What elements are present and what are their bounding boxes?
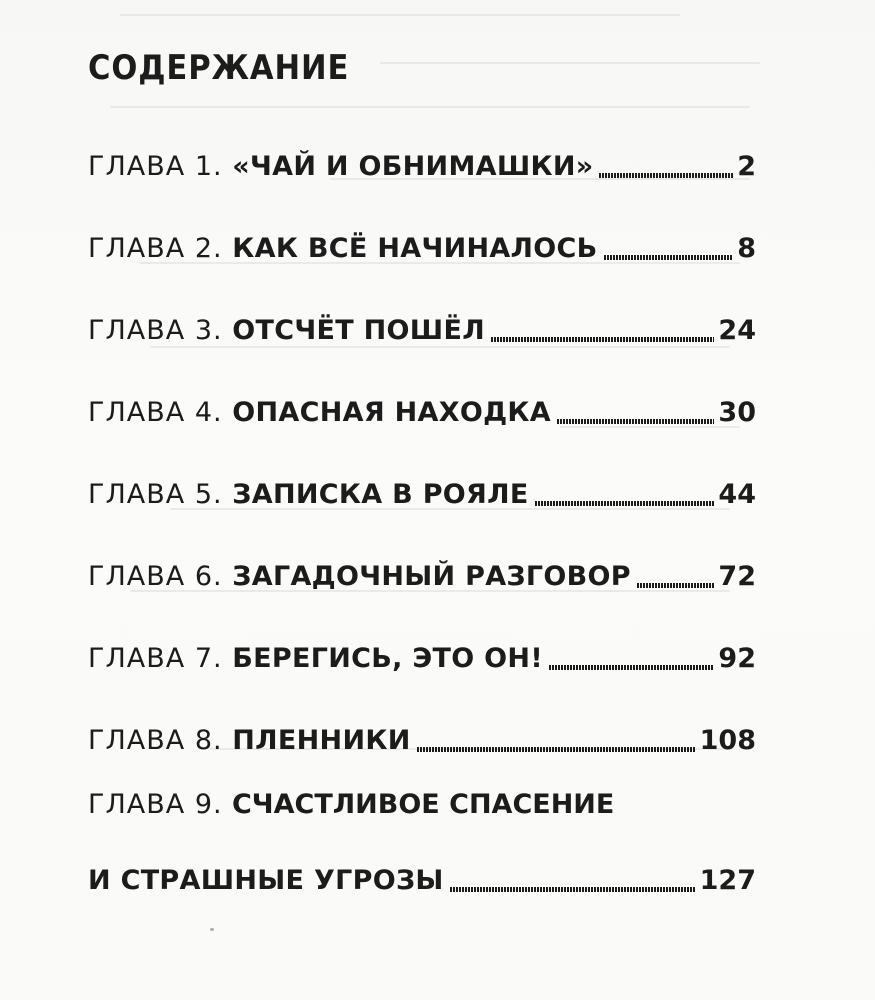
page-number: 127	[699, 865, 756, 896]
page-number: 72	[718, 561, 756, 592]
chapter-number: ГЛАВА 5.	[88, 479, 223, 510]
chapter-title: ОПАСНАЯ НАХОДКА	[232, 397, 551, 428]
chapter-number: ГЛАВА 2.	[88, 233, 223, 264]
dot-leader	[549, 665, 714, 670]
chapter-label	[88, 560, 631, 594]
page-number: 2	[737, 151, 756, 182]
page-number: 30	[718, 397, 756, 428]
smudge	[210, 928, 214, 931]
chapter-title: СЧАСТЛИВОЕ СПАСЕНИЕ	[231, 789, 615, 820]
chapter-title: БЕРЕГИСЬ, ЭТО ОН!	[232, 643, 543, 674]
dot-leader	[491, 337, 715, 342]
toc-entry-chapter-6[interactable]	[88, 542, 756, 624]
chapter-number: ГЛАВА 1.	[88, 151, 223, 182]
chapter-title: «ЧАЙ И ОБНИМАШКИ»	[232, 151, 594, 182]
page-number: 92	[718, 643, 756, 674]
page-number: 24	[718, 315, 756, 346]
toc-entry-chapter-3[interactable]	[88, 296, 756, 378]
toc-entry-chapter-5[interactable]	[88, 460, 756, 542]
toc-title: СОДЕРЖАНИЕ	[88, 48, 350, 88]
chapter-label	[88, 788, 614, 822]
dot-leader	[535, 501, 715, 506]
dot-leader	[450, 887, 696, 892]
dot-leader	[604, 255, 734, 260]
dot-leader	[557, 419, 714, 424]
chapter-label	[88, 314, 485, 348]
page-number: 44	[718, 479, 756, 510]
toc-entry-chapter-8[interactable]	[88, 706, 756, 788]
dot-leader	[637, 583, 715, 588]
chapter-label	[88, 642, 543, 676]
chapter-label	[88, 232, 598, 266]
chapter-title: ОТСЧЁТ ПОШЁЛ	[232, 315, 485, 346]
chapter-label	[88, 396, 551, 430]
chapter-title: КАК ВСЁ НАЧИНАЛОСЬ	[232, 233, 598, 264]
toc-entry-chapter-7[interactable]	[88, 624, 756, 706]
toc-entry-chapter-1[interactable]	[88, 132, 756, 214]
chapter-title: ПЛЕННИКИ	[232, 725, 411, 756]
toc-entry-chapter-9[interactable]	[88, 788, 756, 898]
chapter-label	[88, 478, 529, 512]
bleed-through-line	[120, 14, 680, 16]
page-number: 108	[699, 725, 756, 756]
chapter-number: ГЛАВА 9.	[88, 789, 223, 820]
chapter-number: ГЛАВА 7.	[88, 643, 223, 674]
chapter-title: ЗАПИСКА В РОЯЛЕ	[232, 479, 529, 510]
chapter-number: ГЛАВА 8.	[88, 725, 223, 756]
dot-leader	[599, 173, 733, 178]
dot-leader	[417, 747, 696, 752]
chapter-title: ЗАГАДОЧНЫЙ РАЗГОВОР	[232, 561, 631, 592]
page-number: 8	[737, 233, 756, 264]
toc-entry-chapter-2[interactable]	[88, 214, 756, 296]
chapter-label	[88, 724, 411, 758]
chapter-number: ГЛАВА 6.	[88, 561, 223, 592]
chapter-label	[88, 150, 593, 184]
toc-entry-chapter-4[interactable]	[88, 378, 756, 460]
chapter-number: ГЛАВА 4.	[88, 397, 223, 428]
chapter-title-continued: И СТРАШНЫЕ УГРОЗЫ	[88, 865, 444, 896]
chapter-number: ГЛАВА 3.	[88, 315, 223, 346]
table-of-contents	[88, 38, 756, 898]
